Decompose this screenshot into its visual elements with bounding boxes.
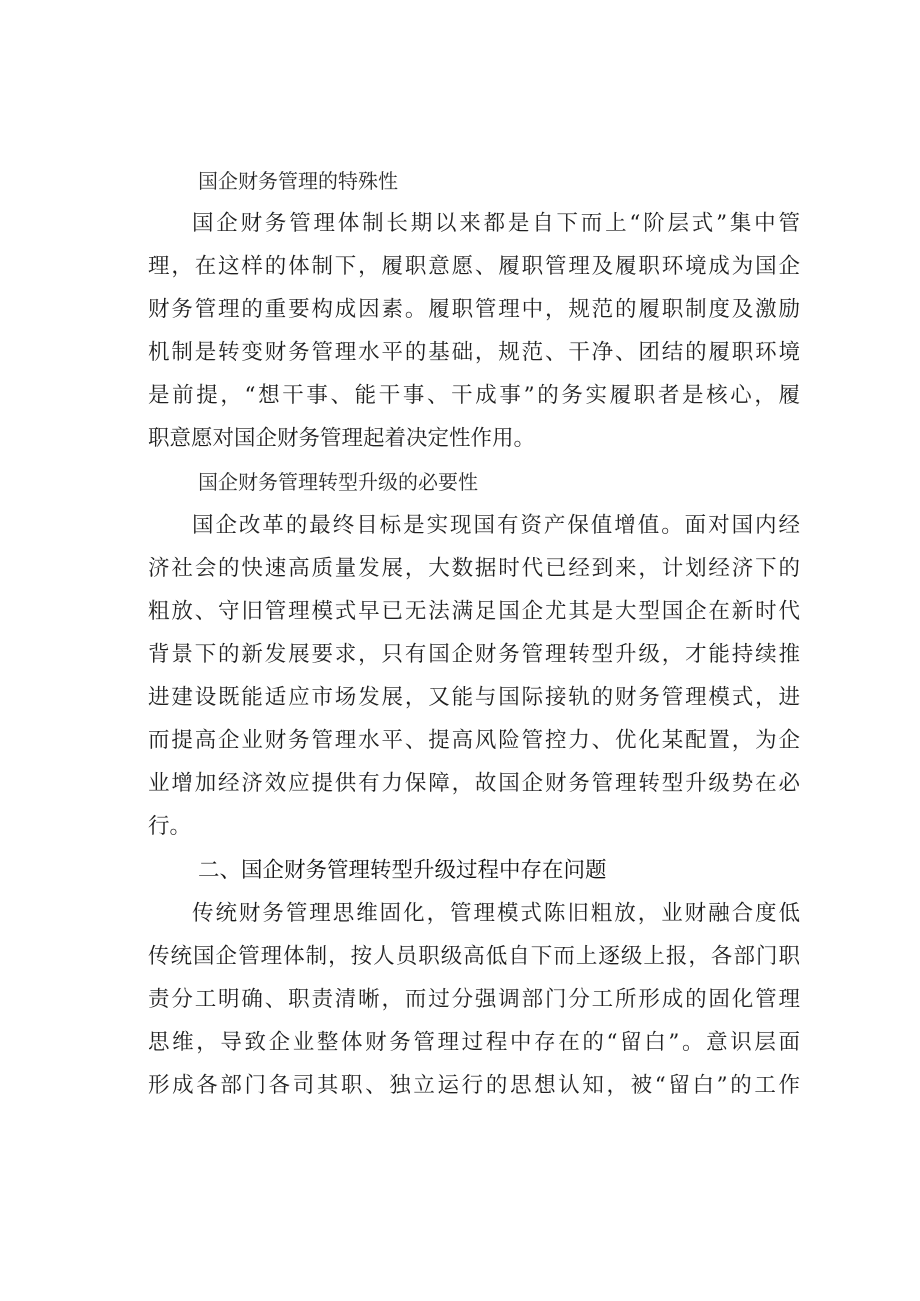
paragraph-line: 职意愿对国企财务管理起着决定性作用。	[148, 426, 536, 451]
paragraph-line: 是前提，“想干事、能干事、干成事”的务实履职者是核心，履	[148, 383, 800, 408]
paragraph-line: 业增加经济效应提供有力保障，故国企财务管理转型升级势在必	[148, 771, 800, 796]
section-title-particularity: 国企财务管理的特殊性	[198, 169, 398, 193]
paragraph-line: 粗放、守旧管理模式早已无法满足国企尤其是大型国企在新时代	[148, 599, 800, 624]
paragraph-line: 行。	[148, 814, 192, 839]
section-heading-problems: 二、国企财务管理转型升级过程中存在问题	[198, 858, 607, 883]
paragraph-line: 背景下的新发展要求，只有国企财务管理转型升级，才能持续推	[148, 642, 800, 667]
paragraph-line: 进建设既能适应市场发展，又能与国际接轨的财务管理模式，进	[148, 685, 800, 710]
paragraph-line: 机制是转变财务管理水平的基础，规范、干净、团结的履职环境	[148, 340, 800, 365]
paragraph-line: 济社会的快速高质量发展，大数据时代已经到来，计划经济下的	[148, 556, 800, 581]
paragraph-line: 传统财务管理思维固化，管理模式陈旧粗放，业财融合度低	[192, 901, 800, 926]
paragraph-line: 而提高企业财务管理水平、提高风险管控力、优化某配置，为企	[148, 728, 800, 753]
paragraph-line: 财务管理的重要构成因素。履职管理中，规范的履职制度及激励	[148, 297, 800, 322]
paragraph-line: 责分工明确、职责清晰，而过分强调部门分工所形成的固化管理	[148, 987, 800, 1012]
paragraph-line: 形成各部门各司其职、独立运行的思想认知，被“留白”的工作	[148, 1073, 800, 1098]
paragraph-line: 思维，导致企业整体财务管理过程中存在的“留白”。意识层面	[148, 1030, 800, 1055]
paragraph-line: 理，在这样的体制下，履职意愿、履职管理及履职环境成为国企	[148, 254, 800, 279]
paragraph-line: 传统国企管理体制，按人员职级高低自下而上逐级上报，各部门职	[148, 944, 800, 969]
paragraph-line: 国企财务管理体制长期以来都是自下而上“阶层式”集中管	[192, 211, 800, 236]
paragraph-line: 国企改革的最终目标是实现国有资产保值增值。面对国内经	[192, 513, 800, 538]
section-title-necessity: 国企财务管理转型升级的必要性	[198, 470, 478, 494]
